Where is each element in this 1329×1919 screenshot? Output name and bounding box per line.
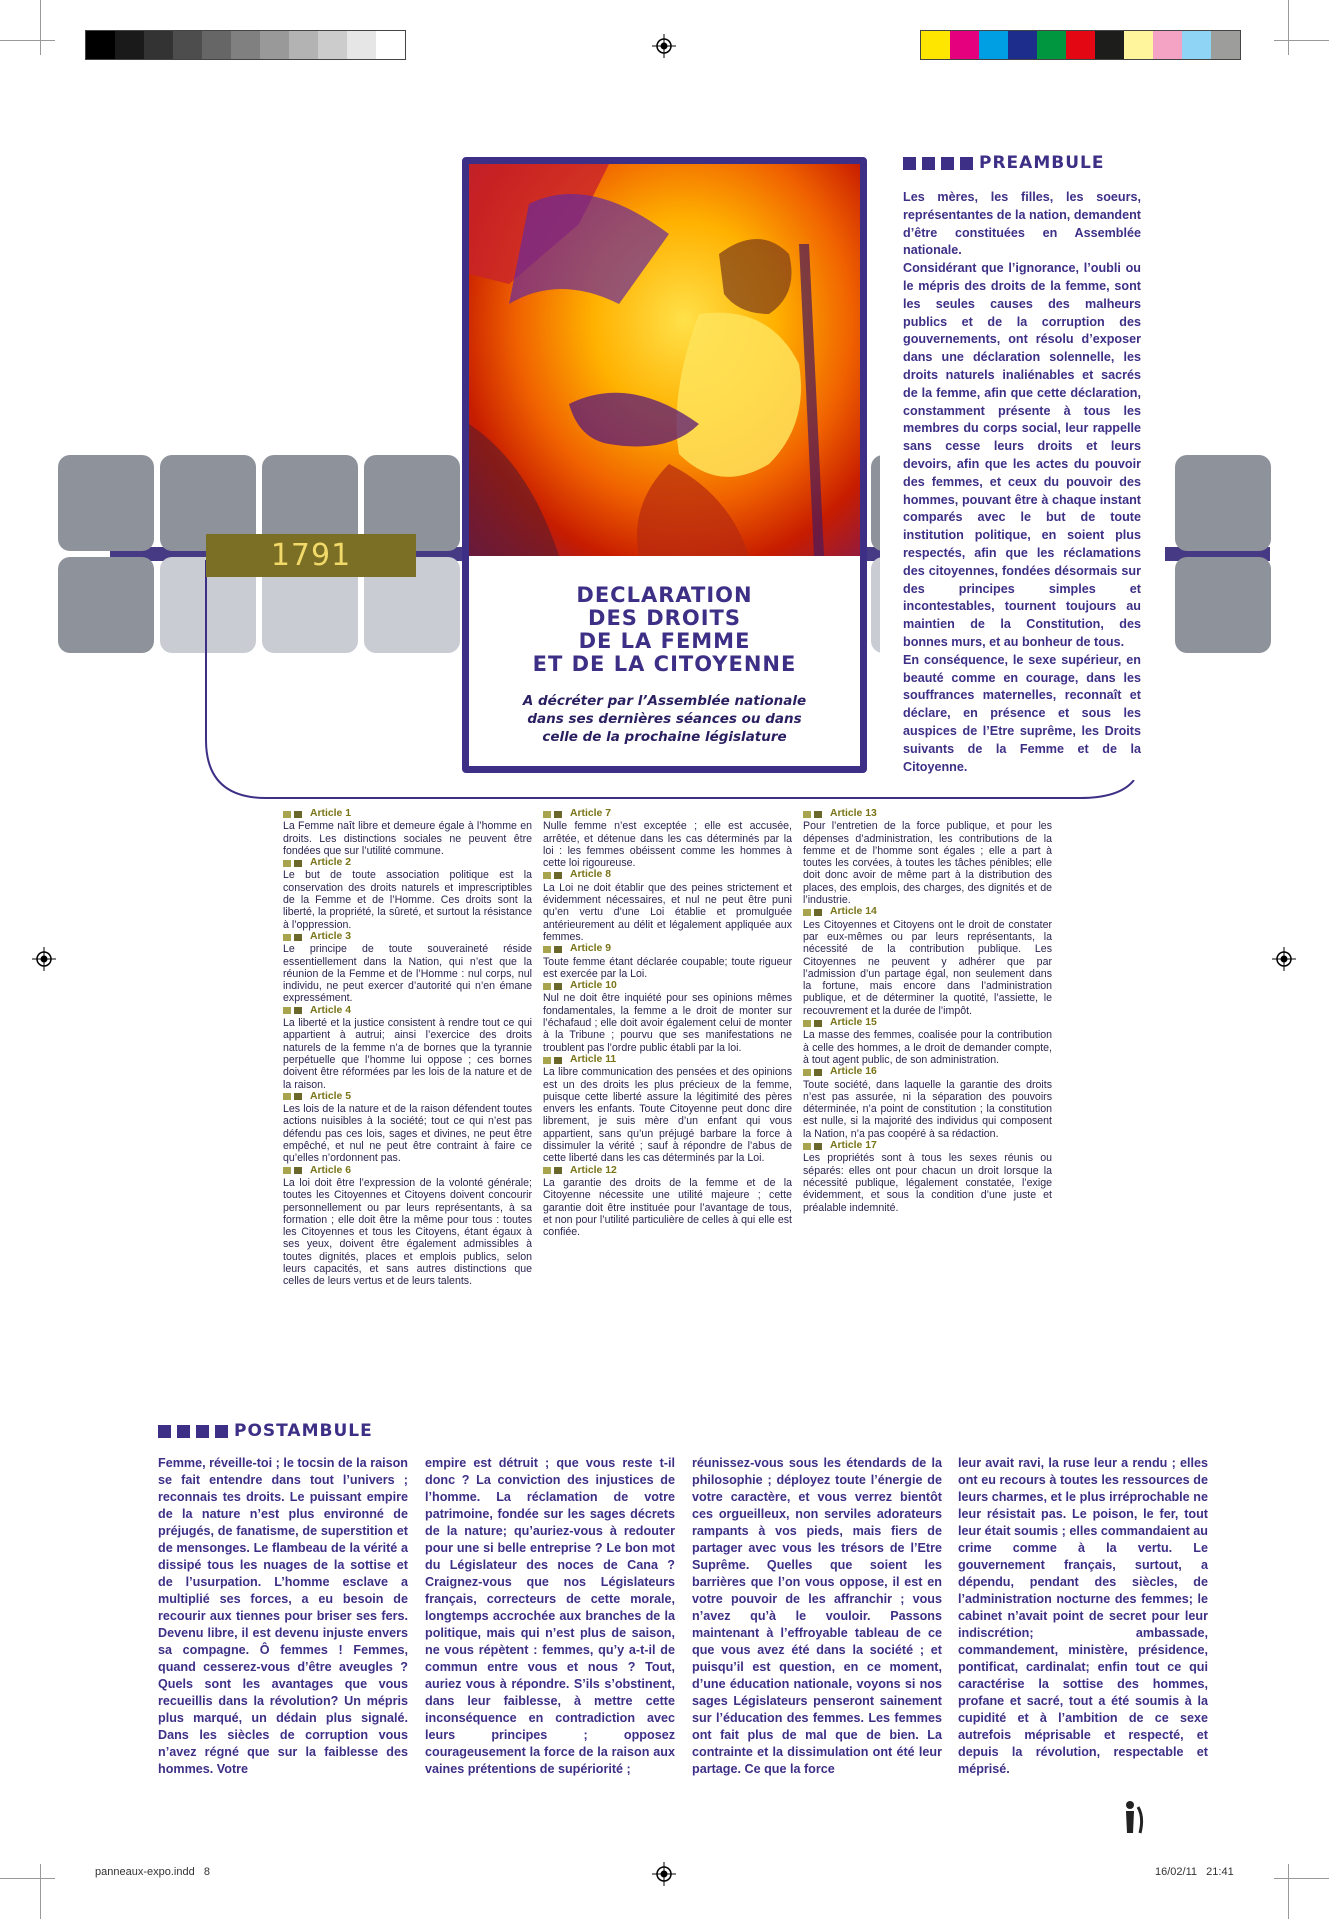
article-heading-text: Article 9 xyxy=(570,943,612,955)
color-swatch xyxy=(1037,31,1066,59)
article-heading-text: Article 16 xyxy=(830,1066,877,1078)
crop-mark xyxy=(1288,1864,1289,1919)
article-heading-text: Article 3 xyxy=(310,930,352,942)
year-label: 1791 xyxy=(206,534,416,577)
article-marker-icon xyxy=(814,909,822,916)
article-text: La Femme naît libre et demeure égale à l’homme en droits. Les distinctions sociales ne peuvent être fondées que sur l’utilité commune. xyxy=(283,820,532,857)
article-heading-text: Article 17 xyxy=(830,1140,877,1152)
registration-mark-icon xyxy=(32,947,56,971)
postamble-column: réunissez-vous sous les étendards de la philosophie ; déployez toute l’énergie de votre caractère, et vous verrez bientôt ces orgueilleux, non serviles adorateurs rampants à vos pieds, mais fiers de partager avec vous les trésors de l’Etre Suprême. Quelles que soient les barrières que l’on vous oppose, il est en votre pouvoir de les affranchir ; vous n’avez qu’à le vouloir. Passons maintenant à l’effroyable tableau de ce que vous avez été dans la société ; et puisqu’il est question, en ce moment, d’une éducation nationale, voyons si nos sages Législateurs penseront sainement sur l’éducation des femmes. Les femmes ont fait plus de mal que de bien. La contrainte et la dissimulation ont été leur partage. Ce que la force xyxy=(692,1456,942,1776)
article-heading xyxy=(283,1091,532,1103)
grey-swatch xyxy=(115,31,144,59)
article-marker-icon xyxy=(814,1069,822,1076)
crop-mark xyxy=(40,1864,41,1919)
article-marker-icon xyxy=(283,934,291,941)
heading-square-icon xyxy=(903,157,916,170)
heading-square-icon xyxy=(158,1425,171,1438)
postamble-heading xyxy=(158,1421,373,1441)
article-marker-icon xyxy=(543,811,551,818)
grey-swatch xyxy=(376,31,405,59)
liberty-figure-image xyxy=(469,164,860,556)
article-heading xyxy=(283,1165,532,1177)
heading-square-icon xyxy=(941,157,954,170)
grey-calibration-bar xyxy=(85,30,406,60)
heading-square-icon xyxy=(177,1425,190,1438)
article-heading-text: Article 12 xyxy=(570,1164,617,1176)
article-heading-text: Article 6 xyxy=(310,1164,352,1176)
article-heading xyxy=(803,1017,1052,1029)
article-heading xyxy=(283,808,532,820)
article-heading xyxy=(283,931,532,943)
article-marker-icon xyxy=(543,946,551,953)
article-heading xyxy=(803,1140,1052,1152)
article-marker-icon xyxy=(554,946,562,953)
article-text: La liberté et la justice consistent à rendre tout ce qui appartient à autrui; ainsi l’exercice des droits naturels de la femme n’a de bornes que la tyrannie perpétuelle que l’homme lui oppose ; ces bornes doivent être réformées par les lois de la nature et de la raison. xyxy=(283,1017,532,1091)
article-marker-icon xyxy=(283,1007,291,1014)
article-marker-icon xyxy=(294,1093,302,1100)
declaration-subtitle xyxy=(479,692,850,746)
preamble-text xyxy=(903,189,1141,776)
grey-swatch xyxy=(173,31,202,59)
article-heading-text: Article 1 xyxy=(310,808,352,819)
color-swatch xyxy=(1182,31,1211,59)
publisher-logo-icon xyxy=(1120,1797,1148,1837)
registration-mark-icon xyxy=(652,34,676,58)
article-marker-icon xyxy=(803,909,811,916)
article-text: Nul ne doit être inquiété pour ses opinions mêmes fondamentales, la femme a le droit de monter sur l’échafaud ; elle doit avoir également celui de monter à la Tribune ; pourvu que ses manifestations ne troublent pas l’ordre public établi par la loi. xyxy=(543,992,792,1054)
registration-mark-icon xyxy=(652,1862,676,1886)
preamble-heading-text: PREAMBULE xyxy=(979,153,1105,173)
color-swatch xyxy=(1008,31,1037,59)
articles-column-1 xyxy=(283,808,532,1288)
declaration-title xyxy=(469,584,860,676)
title-line: ET DE LA CITOYENNE xyxy=(532,652,797,676)
article-heading xyxy=(543,808,792,820)
article-marker-icon xyxy=(294,934,302,941)
article-text: La loi doit être l’expression de la volonté générale; toutes les Citoyennes et Citoyens doivent concourir personnellement ou par leurs représentants, à sa formation ; elle doit être la même pour tous : toutes les Citoyennes et tous les Citoyens, étant égaux à ses yeux, doivent être également admissibles à toutes dignités, places et emplois publics, selon leurs capacités, et sans autres distinctions que celles de leurs vertus et de leurs talents. xyxy=(283,1176,532,1288)
article-text: La libre communication des pensées et des opinions est un des droits les plus précieux de la femme, puisque cette liberté assure la légitimité des pères envers les enfants. Toute Citoyenne peut donc dire librement, je suis mère d’un enfant qui vous appartient, sans qu’un préjugé barbare la force à dissimuler la vérité ; sauf à répondre de l’abus de cette liberté dans les cas déterminés par la Loi. xyxy=(543,1066,792,1165)
article-marker-icon xyxy=(803,1143,811,1150)
article-text: Nulle femme n’est exceptée ; elle est accusée, arrêtée, et détenue dans les cas déterminés par la loi : les femmes obéissent comme les hommes à cette loi rigoureuse. xyxy=(543,820,792,870)
article-marker-icon xyxy=(283,860,291,867)
article-heading-text: Article 2 xyxy=(310,857,352,869)
article-marker-icon xyxy=(554,811,562,818)
subtitle-line: celle de la prochaine législature xyxy=(542,729,787,745)
grey-swatch xyxy=(260,31,289,59)
article-text: Toute société, dans laquelle la garantie des droits n’est pas assurée, ni la séparation des pouvoirs déterminée, n’a point de constitution ; la constitution est nulle, si la majorité des individus qui composent la Nation, n’a pas coopéré à sa rédaction. xyxy=(803,1078,1052,1140)
article-text: Le but de toute association politique est la conservation des droits naturels et imprescriptibles de la Femme et de l’Homme. Ces droits sont la liberté, la propriété, la sûreté, et surtout la résistance à l’oppression. xyxy=(283,869,532,931)
article-marker-icon xyxy=(543,1057,551,1064)
article-marker-icon xyxy=(554,983,562,990)
article-text: La Loi ne doit établir que des peines strictement et évidemment nécessaires, et nul ne peut être puni qu’en vertu d’une Loi établie et promulguée antérieurement au délit et légalement appliquée aux femmes. xyxy=(543,881,792,943)
title-line: DES DROITS xyxy=(588,606,741,630)
article-marker-icon xyxy=(283,1093,291,1100)
heading-square-icon xyxy=(960,157,973,170)
article-heading-text: Article 11 xyxy=(570,1053,617,1065)
article-marker-icon xyxy=(554,1057,562,1064)
title-line: DECLARATION xyxy=(576,583,753,607)
title-frame xyxy=(462,157,867,773)
postamble-heading-text: POSTAMBULE xyxy=(234,1421,373,1441)
color-calibration-bar xyxy=(920,30,1241,60)
article-marker-icon xyxy=(554,1167,562,1174)
decorative-tile xyxy=(1175,455,1271,551)
decorative-tile xyxy=(58,455,154,551)
postamble-column: leur avait ravi, la ruse leur a rendu ; elles ont eu recours à toutes les ressources de leurs charmes, et le plus irréprochable ne leur résistait pas. Le poison, le fer, tout leur était soumis ; elles commandaient au crime comme à la vertu. Le gouvernement français, surtout, a dépendu, pendant des siècles, de l’administration nocturne des femmes; le cabinet n’avait point de secret pour leur indiscrétion; ambassade, commandement, ministère, présidence, pontificat, cardinalat; enfin tout ce qui caractérise la sottise des hommes, profane et sacré, tout a été soumis à la cupidité et à l’ambition de ce sexe autrefois méprisable et respecté, et depuis la révolution, respectable et méprisé. xyxy=(958,1456,1208,1776)
article-marker-icon xyxy=(803,1020,811,1027)
article-text: Toute femme étant déclarée coupable; toute rigueur est exercée par la Loi. xyxy=(543,955,792,980)
crop-mark xyxy=(1288,0,1289,55)
article-heading xyxy=(283,857,532,869)
article-heading-text: Article 8 xyxy=(570,869,612,881)
article-heading xyxy=(803,1066,1052,1078)
article-heading xyxy=(543,869,792,881)
grey-swatch xyxy=(231,31,260,59)
article-text: Les propriétés sont à tous les sexes réunis ou séparés: elles ont pour chacun un droit lorsque la nécessité publique, légalement constatée, l’exige évidemment, et sous la condition d’une juste et préalable indemnité. xyxy=(803,1152,1052,1214)
heading-square-icon xyxy=(922,157,935,170)
article-heading-text: Article 4 xyxy=(310,1004,352,1016)
grey-swatch xyxy=(202,31,231,59)
postamble-column: Femme, réveille-toi ; le tocsin de la raison se fait entendre dans tout l’univers ; reconnais tes droits. Le puissant empire de la nature n’est plus environné de préjugés, de fanatisme, de superstition et de mensonges. Le flambeau de la vérité a dissipé tous les nuages de la sottise et de l’usurpation. L’homme esclave a multiplié ses forces, a eu besoin de recourir aux tiennes pour briser ses fers. Devenu libre, il est devenu injuste envers sa compagne. Ô femmes ! Femmes, quand cesserez-vous d’être aveugles ? Quels sont les avantages que vous recueillis dans la révolution? Un mépris plus marqué, un dédain plus signalé. Dans les siècles de corruption vous n’avez régné que sur la faiblesse des hommes. Votre xyxy=(158,1456,408,1776)
article-text: Les Citoyennes et Citoyens ont le droit de constater par eux-mêmes ou par leurs représentants, la nécessité de la contribution publique. Les Citoyennes ne peuvent y adhérer que par l’admission d’un partage égal, non seulement dans la fortune, mais encore dans l’administration publique, et de déterminer la quotité, l’assiette, le recouvrement et la durée de l’impôt. xyxy=(803,918,1052,1017)
article-heading-text: Article 14 xyxy=(830,906,877,918)
color-swatch xyxy=(1066,31,1095,59)
preamble-paragraph: Les mères, les filles, les soeurs, représentantes de la nation, demandent d’être constituées en Assemblée nationale. xyxy=(903,190,1141,258)
crop-mark xyxy=(1274,1878,1329,1879)
crop-mark xyxy=(0,40,55,41)
grey-swatch xyxy=(144,31,173,59)
article-marker-icon xyxy=(543,872,551,879)
article-marker-icon xyxy=(543,983,551,990)
article-text: La garantie des droits de la femme et de la Citoyenne nécessite une utilité majeure ; cette garantie doit être instituée pour l’avantage de tous, et non pour l’utilité particulière de celles à qui elle est confiée. xyxy=(543,1176,792,1239)
grey-swatch xyxy=(318,31,347,59)
article-marker-icon xyxy=(814,1020,822,1027)
decorative-tile xyxy=(58,557,154,653)
article-heading-text: Article 15 xyxy=(830,1017,877,1029)
article-heading xyxy=(543,980,792,992)
article-marker-icon xyxy=(294,860,302,867)
footer-timestamp: 16/02/11 21:41 xyxy=(1155,1866,1234,1878)
preamble-paragraph: En conséquence, le sexe supérieur, en beauté comme en courage, dans les souffrances maternelles, reconnaît et déclare, en présence et sous les auspices de l’Etre suprême, les Droits suivants de la Femme et de la Citoyenne. xyxy=(903,652,1141,774)
article-text: Les lois de la nature et de la raison défendent toutes actions nuisibles à la société; tout ce qui n’est pas défendu pas ces lois, sages et divines, ne peut être empêché, et nul ne peut être contraint à faire ce qu’elles n’ordonnent pas. xyxy=(283,1103,532,1165)
crop-mark xyxy=(1274,40,1329,41)
footer-filename: panneaux-expo.indd 8 xyxy=(95,1866,210,1878)
grey-swatch xyxy=(289,31,318,59)
subtitle-line: A décréter par l’Assemblée nationale xyxy=(522,693,807,709)
article-heading xyxy=(543,1165,792,1177)
article-marker-icon xyxy=(814,811,822,818)
article-heading xyxy=(803,906,1052,918)
article-heading-text: Article 10 xyxy=(570,980,617,992)
preamble-heading xyxy=(903,153,1104,173)
grey-swatch xyxy=(347,31,376,59)
article-marker-icon xyxy=(543,1167,551,1174)
article-text: Le principe de toute souveraineté réside essentiellement dans la Nation, qui n’est que la réunion de la Femme et de l’Homme : nul corps, nul individu, ne peut exercer d’autorité qui n’en émane expressément. xyxy=(283,943,532,1005)
article-marker-icon xyxy=(814,1143,822,1150)
articles-column-3 xyxy=(803,808,1052,1214)
heading-square-icon xyxy=(215,1425,228,1438)
article-heading xyxy=(543,943,792,955)
color-swatch xyxy=(1124,31,1153,59)
article-marker-icon xyxy=(294,1167,302,1174)
article-text: Pour l’entretien de la force publique, et pour les dépenses d’administration, les contributions de la femme et de l’homme sont égales ; elle a part à toutes les corvées, à toutes les tâches pénibles; elle doit donc avoir de même part à la distribution des places, des emplois, des charges, des dignités et de l’industrie. xyxy=(803,820,1052,907)
decorative-tile xyxy=(1175,557,1271,653)
article-marker-icon xyxy=(283,811,291,818)
color-swatch xyxy=(950,31,979,59)
article-marker-icon xyxy=(803,1069,811,1076)
postamble-column: empire est détruit ; que vous reste t-il donc ? La conviction des injustices de l’homme. La réclamation de votre patrimoine, fondée sur les sages décrets de la nature; qu’auriez-vous à redouter pour une si belle entreprise ? Le bon mot du Législateur des noces de Cana ? Craignez-vous que nos Législateurs français, correcteurs de cette morale, longtemps accrochée aux branches de la politique, mais qui n’est plus de saison, ne vous répètent : femmes, qu’y a-t-il de commun entre vous et nous ? Tout, auriez vous à répondre. S’ils s’obstinent, dans leur faiblesse, à mettre cette inconséquence en contradiction avec leurs principes ; opposez courageusement la force de la raison aux vaines prétentions de supériorité ; xyxy=(425,1456,675,1776)
registration-mark-icon xyxy=(1272,947,1296,971)
crop-mark xyxy=(40,0,41,55)
article-heading xyxy=(803,808,1052,820)
color-swatch xyxy=(979,31,1008,59)
article-heading-text: Article 7 xyxy=(570,808,612,819)
article-marker-icon xyxy=(554,872,562,879)
color-swatch xyxy=(1153,31,1182,59)
article-marker-icon xyxy=(294,1007,302,1014)
crop-mark xyxy=(0,1878,55,1879)
articles-column-2 xyxy=(543,808,792,1238)
title-line: DE LA FEMME xyxy=(578,629,751,653)
heading-square-icon xyxy=(196,1425,209,1438)
article-heading-text: Article 13 xyxy=(830,808,877,819)
article-marker-icon xyxy=(803,811,811,818)
subtitle-line: dans ses dernières séances ou dans xyxy=(527,711,802,727)
preamble-paragraph: Considérant que l’ignorance, l’oubli ou le mépris des droits de la femme, sont les seules causes des malheurs publics et de la corruption des gouvernements, ont résolu d’exposer dans une déclaration solennelle, les droits naturels inaliénables et sacrés de la femme, afin que cette déclaration, constamment présente à tous les membres du corps social, leur rappelle sans cesse leurs droits et leurs devoirs, afin que les actes du pouvoir des femmes, et ceux du pouvoir des hommes, pouvant être à chaque instant comparés avec le but de toute institution politique, en soient plus respectés, afin que les réclamations des citoyennes, fondées désormais sur des principes simples et incontestables, tournent toujours au maintien de la Constitution, des bonnes murs, et au bonheur de tous. xyxy=(903,261,1141,649)
article-heading-text: Article 5 xyxy=(310,1090,352,1102)
grey-swatch xyxy=(86,31,115,59)
article-marker-icon xyxy=(294,811,302,818)
article-text: La masse des femmes, coalisée pour la contribution à celle des hommes, a le droit de demander compte, à tout agent public, de son administration. xyxy=(803,1029,1052,1066)
article-heading xyxy=(283,1005,532,1017)
color-swatch xyxy=(1211,31,1240,59)
article-marker-icon xyxy=(283,1167,291,1174)
color-swatch xyxy=(921,31,950,59)
liberty-illustration xyxy=(469,164,860,556)
article-heading xyxy=(543,1054,792,1066)
color-swatch xyxy=(1095,31,1124,59)
